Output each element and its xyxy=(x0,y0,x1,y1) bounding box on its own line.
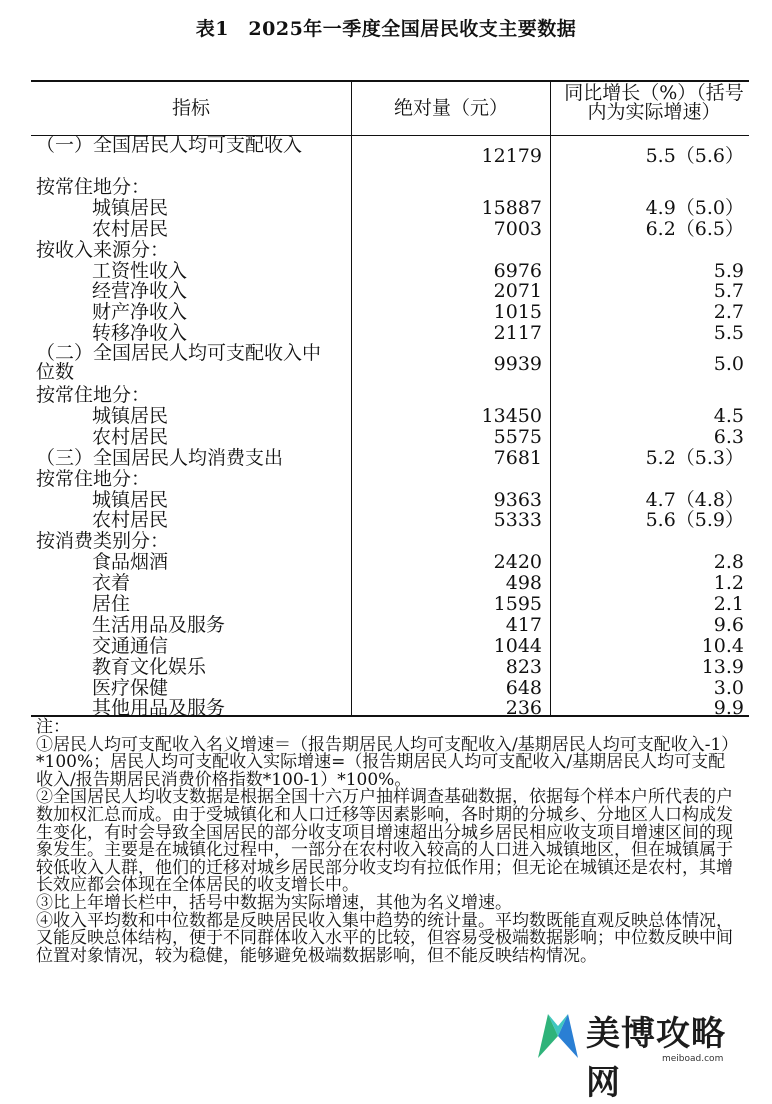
note-item: ②全国居民人均收支数据是根据全国十六万户抽样调查基础数据，依据每个样本户所代表的户数加权汇总而成。由于受城镇化和人口迁移等因素影响，各时期的分城乡、分地区人口构成发生变化，有时会导致全国居民的部分收支项目增速超出分城乡居民相应收支项目增速区间的现象发生。主要是在城镇化过程中，一部分在农村收入较高的人口进入城镇地区，但在城镇属于较低收入人群，他们的迁移对城乡居民部分收支均有拉低作用；但无论在城镇还是农村，其增长效应都会体现在全体居民的收支增长中。 xyxy=(36,787,733,896)
table-row xyxy=(0,302,772,323)
table-row xyxy=(0,323,772,344)
watermark-url: meiboad.com xyxy=(662,1054,724,1064)
watermark-brand: 美博攻略网 xyxy=(586,1014,726,1103)
row-value: 7003 xyxy=(493,217,542,240)
table-row xyxy=(0,385,772,406)
notes-heading: 注： xyxy=(36,717,70,737)
row-value: 1044 xyxy=(493,634,542,657)
row-label: 城镇居民 xyxy=(92,405,169,428)
row-value: 2117 xyxy=(493,322,542,345)
table-row xyxy=(0,552,772,573)
row-growth: 10.4 xyxy=(701,634,744,657)
row-label: 衣着 xyxy=(92,572,131,595)
row-label: 农村居民 xyxy=(92,217,169,240)
row-label: 按常住地分： xyxy=(36,176,151,198)
row-label: 医疗保健 xyxy=(92,676,169,699)
row-label: 生活用品及服务 xyxy=(92,613,226,636)
note-item: ④收入平均数和中位数都是反映居民收入集中趋势的统计量。平均数既能直观反映总体情况，又能反映总体结构，便于不同群体收入水平的比较，但容易受极端数据影响；中位数反映中间位置对象情况，较为稳健，能够避免极端数据影响，但不能反映结构情况。 xyxy=(36,910,733,966)
row-label: 教育文化娱乐 xyxy=(92,655,207,678)
table-row xyxy=(0,427,772,448)
row-label: 城镇居民 xyxy=(92,196,169,219)
table-row xyxy=(0,261,772,282)
table-row xyxy=(0,198,772,219)
row-growth: 6.3 xyxy=(713,425,744,448)
row-value: 9363 xyxy=(493,488,542,511)
row-growth: 4.9（5.0） xyxy=(645,196,744,219)
row-growth: 5.7 xyxy=(713,280,744,303)
table-row xyxy=(0,510,772,531)
table-row xyxy=(0,344,772,385)
row-label: 居住 xyxy=(92,593,131,616)
row-value: 417 xyxy=(505,613,542,636)
row-growth: 1.2 xyxy=(713,572,744,595)
row-label: 按收入来源分： xyxy=(36,238,170,261)
row-label: 按常住地分： xyxy=(36,467,151,490)
row-value: 5575 xyxy=(493,425,542,448)
row-growth: 5.2（5.3） xyxy=(645,446,744,469)
row-value: 9939 xyxy=(493,353,542,376)
row-growth: 5.5（5.6） xyxy=(645,145,744,167)
header-indicator: 指标 xyxy=(171,97,210,119)
watermark xyxy=(528,992,758,1103)
row-label: 城镇居民 xyxy=(92,488,169,511)
row-value: 2420 xyxy=(493,551,542,574)
table-row xyxy=(0,594,772,615)
table-title: 表1 2025年一季度全国居民收支主要数据 xyxy=(195,18,577,40)
row-label: 按消费类别分： xyxy=(36,530,170,553)
brand-logo-icon xyxy=(534,1006,582,1062)
row-label: 交通通信 xyxy=(92,634,169,657)
table-row xyxy=(0,678,772,699)
row-growth: 5.9 xyxy=(713,259,744,282)
row-value: 236 xyxy=(505,697,542,720)
row-growth: 5.5 xyxy=(713,322,744,345)
row-label: （二）全国居民人均可支配收入中位数 xyxy=(36,342,322,384)
table-row xyxy=(0,177,772,198)
row-label: 财产净收入 xyxy=(92,301,188,324)
row-label: 农村居民 xyxy=(92,509,169,532)
table-row xyxy=(0,469,772,490)
row-value: 2071 xyxy=(493,280,542,303)
table-row xyxy=(0,657,772,678)
row-value: 1595 xyxy=(493,593,542,616)
row-growth: 2.8 xyxy=(713,551,744,574)
row-growth: 13.9 xyxy=(701,655,744,678)
table-row xyxy=(0,615,772,636)
row-growth: 5.6（5.9） xyxy=(645,509,744,532)
row-label: 工资性收入 xyxy=(92,259,188,282)
row-value: 5333 xyxy=(493,509,542,532)
table-row xyxy=(0,573,772,594)
header-growth: 同比增长（%）（括号内为实际增速） xyxy=(564,82,744,123)
row-value: 1015 xyxy=(493,301,542,324)
note-item: ①居民人均可支配收入名义增速＝（报告期居民人均可支配收入/基期居民人均可支配收入-1）*100%；居民人均可支配收入实际增速=（报告期居民人均可支配收入/基期居民人均可支配收入/报告期居民消费价格指数*100-1）*100%。 xyxy=(36,734,730,790)
table-row xyxy=(0,406,772,427)
row-growth: 4.5 xyxy=(713,405,744,428)
row-value: 7681 xyxy=(493,446,542,469)
note-item: ③比上年增长栏中，括号中数据为实际增速，其他为名义增速。 xyxy=(36,892,512,913)
table-row xyxy=(0,219,772,240)
table-row xyxy=(0,136,772,177)
row-growth: 4.7（4.8） xyxy=(645,488,744,511)
notes-section xyxy=(36,719,736,965)
row-value: 15887 xyxy=(481,196,542,219)
row-growth: 5.0 xyxy=(713,353,744,376)
row-label: 其他用品及服务 xyxy=(92,697,226,720)
table-row xyxy=(0,240,772,261)
row-value: 13450 xyxy=(481,405,542,428)
row-label: 转移净收入 xyxy=(92,322,188,345)
row-value: 648 xyxy=(505,676,542,699)
table-row xyxy=(0,490,772,511)
row-growth: 9.9 xyxy=(713,697,744,720)
row-growth: 9.6 xyxy=(713,613,744,636)
row-value: 12179 xyxy=(481,145,542,167)
row-growth: 2.7 xyxy=(713,301,744,324)
row-growth: 2.1 xyxy=(713,593,744,616)
row-growth: 6.2（6.5） xyxy=(645,217,744,240)
row-value: 6976 xyxy=(493,259,542,282)
row-label: 农村居民 xyxy=(92,425,169,448)
header-absolute: 绝对量（元） xyxy=(393,97,508,119)
table-body xyxy=(0,136,772,719)
table-row xyxy=(0,281,772,302)
row-label: 食品烟酒 xyxy=(92,551,169,574)
table-row xyxy=(0,636,772,657)
row-value: 498 xyxy=(505,572,542,595)
row-label: （一）全国居民人均可支配收入 xyxy=(36,134,303,156)
table-row xyxy=(0,448,772,469)
row-value: 823 xyxy=(505,655,542,678)
table-row xyxy=(0,698,772,719)
row-label: 按常住地分： xyxy=(36,384,151,407)
row-label: （三）全国居民人均消费支出 xyxy=(36,446,284,469)
row-growth: 3.0 xyxy=(713,676,744,699)
row-label: 经营净收入 xyxy=(92,280,188,303)
table-row xyxy=(0,531,772,552)
